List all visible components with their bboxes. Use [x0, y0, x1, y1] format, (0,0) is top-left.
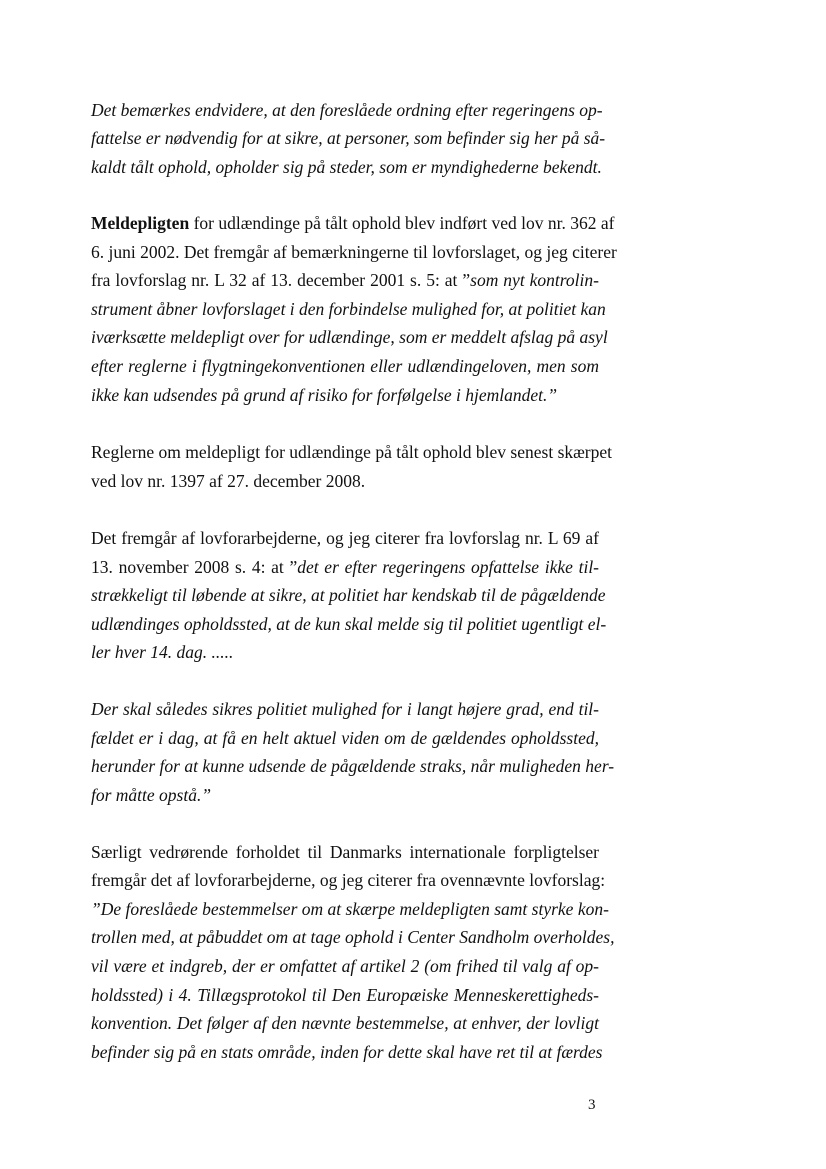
paragraph-4-line-2	[91, 555, 599, 579]
quoted-text: det er efter regeringens opfattelse ikke til-	[297, 557, 600, 577]
bold-term: Meldepligten	[91, 213, 190, 233]
paragraph-2-line-6	[91, 354, 599, 378]
paragraph-4-line-3	[91, 583, 606, 607]
page-number: 3	[588, 1097, 596, 1113]
paragraph-5-line-1	[91, 697, 599, 721]
quoted-text: Der skal således sikres politiet mulighed for i langt højere grad, end til-	[91, 699, 599, 719]
quoted-text: iværksætte meldepligt over for udlændinge, som er meddelt afslag på asyl	[91, 327, 608, 347]
paragraph-5-line-2	[91, 726, 599, 750]
quoted-text: Det bemærkes endvidere, at den foreslåede ordning efter regeringens op-	[91, 100, 603, 120]
paragraph-2-line-3	[91, 268, 599, 292]
paragraph-5-line-4	[91, 783, 599, 807]
quoted-text: ler hver 14. dag. .....	[91, 642, 234, 662]
text-run: 6. juni 2002. Det fremgår af bemærkningerne til lovforslaget, og jeg citerer	[91, 242, 617, 262]
text-run: fra lovforslag nr. L 32 af 13. december 2001 s. 5: at ”	[91, 270, 471, 290]
text-run: Reglerne om meldepligt for udlændinge på tålt ophold blev senest skærpet	[91, 442, 613, 462]
quoted-text: herunder for at kunne udsende de pågældende straks, når muligheden her-	[91, 756, 615, 776]
paragraph-5-line-3	[91, 754, 615, 778]
paragraph-6-line-8	[91, 1040, 603, 1064]
paragraph-2-line-5	[91, 325, 608, 349]
quoted-text: ”De foreslåede bestemmelser om at skærpe meldepligten samt styrke kon-	[91, 899, 609, 919]
text-run: Det fremgår af lovforarbejderne, og jeg citerer fra lovforslag nr. L 69 af	[91, 528, 599, 548]
quoted-text: holdssted) i 4. Tillægsprotokol til Den Europæiske Menneskerettigheds-	[91, 985, 599, 1005]
paragraph-6-line-7	[91, 1011, 599, 1035]
paragraph-6-line-2	[91, 868, 606, 892]
quoted-text: vil være et indgreb, der er omfattet af artikel 2 (om frihed til valg af op-	[91, 956, 599, 976]
paragraph-3-line-2	[91, 469, 599, 493]
paragraph-2-line-4	[91, 297, 606, 321]
text-run: Særligt vedrørende forholdet til Danmarks internationale forpligtelser	[91, 842, 599, 862]
paragraph-2-line-1	[91, 211, 615, 235]
paragraph-4-line-4	[91, 612, 607, 636]
quoted-text: befinder sig på en stats område, inden for dette skal have ret til at færdes	[91, 1042, 603, 1062]
text-run: for udlændinge på tålt ophold blev indført ved lov nr. 362 af	[189, 213, 615, 233]
quoted-text: kaldt tålt ophold, opholder sig på steder, som er myndighederne bekendt.	[91, 157, 602, 177]
text-run: ved lov nr. 1397 af 27. december 2008.	[91, 471, 366, 491]
paragraph-6-line-1	[91, 840, 599, 864]
paragraph-2-line-7	[91, 383, 599, 407]
text-run: fremgår det af lovforarbejderne, og jeg citerer fra ovennævnte lovforslag:	[91, 870, 606, 890]
quoted-text: trollen med, at påbuddet om at tage ophold i Center Sandholm overholdes,	[91, 927, 615, 947]
paragraph-4-line-5	[91, 640, 599, 664]
quoted-text: strækkeligt til løbende at sikre, at politiet har kendskab til de pågældende	[91, 585, 606, 605]
quoted-text: som nyt kontrolin-	[470, 270, 599, 290]
quoted-text: ikke kan udsendes på grund af risiko for forfølgelse i hjemlandet.”	[91, 385, 558, 405]
text-run: 13. november 2008 s. 4: at ”	[91, 557, 298, 577]
paragraph-6-line-4	[91, 925, 615, 949]
paragraph-1-line-2	[91, 126, 606, 150]
quoted-text: fældet er i dag, at få en helt aktuel viden om de gældendes opholdssted,	[91, 728, 599, 748]
paragraph-6-line-5	[91, 954, 599, 978]
paragraph-2-line-2	[91, 240, 617, 264]
paragraph-6-line-3	[91, 897, 609, 921]
paragraph-6-line-6	[91, 983, 599, 1007]
quoted-text: udlændinges opholdssted, at de kun skal melde sig til politiet ugentligt el-	[91, 614, 607, 634]
quoted-text: efter reglerne i flygtningekonventionen eller udlændingeloven, men som	[91, 356, 599, 376]
paragraph-1-line-3	[91, 155, 602, 179]
paragraph-1-line-1	[91, 98, 603, 122]
quoted-text: for måtte opstå.”	[91, 785, 212, 805]
paragraph-3-line-1	[91, 440, 613, 464]
quoted-text: strument åbner lovforslaget i den forbindelse mulighed for, at politiet kan	[91, 299, 606, 319]
quoted-text: fattelse er nødvendig for at sikre, at personer, som befinder sig her på så-	[91, 128, 606, 148]
quoted-text: konvention. Det følger af den nævnte bestemmelse, at enhver, der lovligt	[91, 1013, 599, 1033]
paragraph-4-line-1	[91, 526, 599, 550]
